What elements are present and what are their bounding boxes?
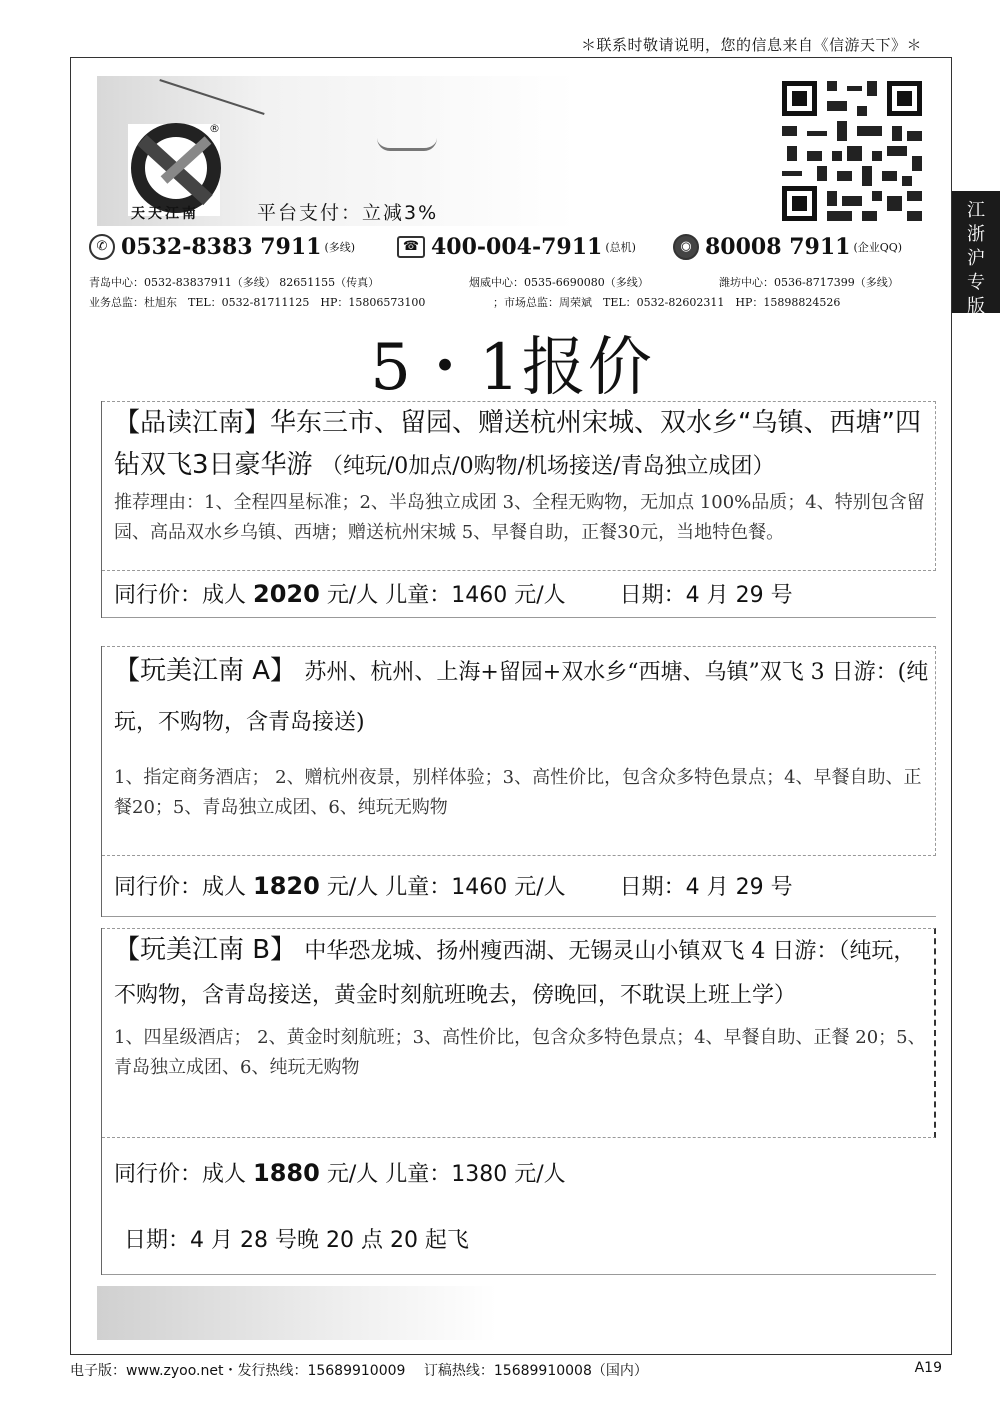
side-tab-char: 版 — [967, 296, 985, 317]
tour-title-main: 【玩美江南 A】 — [114, 656, 297, 686]
price-label: 同行价：成人 — [114, 875, 247, 900]
price-unit: 元/人 — [326, 875, 379, 900]
adult-price: 2020 — [253, 580, 320, 608]
footer-contact: 电子版：www.zyoo.net・发行热线：15689910009 订稿热线：15689910008（国内） — [70, 1363, 648, 1379]
boat-art — [377, 138, 437, 151]
tour-title — [114, 402, 935, 488]
globe-icon: ◉ — [673, 234, 699, 260]
contact-note: (企业QQ) — [853, 241, 903, 254]
side-tab — [952, 191, 1000, 317]
manager-market: ；市场总监：周荣斌 TEL：0532-82602311 HP：15898824526 — [493, 296, 841, 309]
contact-bar — [89, 234, 939, 266]
tour-info — [102, 928, 936, 1138]
page-number: A19 — [914, 1360, 942, 1376]
manager-business: 业务总监：杜旭东 TEL：0532-81711125 HP：15806573100 — [89, 296, 426, 309]
tour-date-row — [102, 1208, 936, 1275]
adult-price: 1820 — [253, 872, 320, 900]
tour-title-main: 【品读江南】华东三市、留园、赠送杭州宋城、双水乡“乌镇、西塘”四钻双飞3日豪华游 — [114, 408, 921, 480]
tour-reason: 1、指定商务酒店； 2、赠杭州夜景，别样体验；3、高性价比，包含众多特色景点；4、早餐自助、正餐20；5、青岛独立成团、6、纯玩无购物 — [114, 767, 922, 818]
child-price: 儿童：1460 元/人 — [385, 583, 566, 608]
tour-info — [102, 646, 936, 856]
plum-branch-art — [159, 79, 264, 115]
qr-code-icon — [777, 76, 927, 226]
tour-title-main: 【玩美江南 B】 — [114, 935, 297, 965]
tour-date: 日期：4 月 29 号 — [619, 875, 793, 900]
adult-price: 1880 — [253, 1159, 320, 1187]
tour-title — [114, 929, 934, 1017]
side-tab-char: 浙 — [967, 224, 985, 245]
tour-card — [101, 646, 936, 917]
phone-icon: ✆ — [89, 234, 115, 260]
tour-card — [101, 401, 936, 618]
tour-title-sub: 中华恐龙城、扬州瘦西湖、无锡灵山小镇双飞 4 日游：（纯玩，不购物，含青岛接送，黄金时刻航班晚去，傍晚回，不耽误上班上学） — [114, 939, 916, 1008]
page-frame — [70, 57, 952, 1355]
side-tab-char: 专 — [967, 272, 985, 293]
top-note: ＊联系时敬请说明，您的信息来自《信游天下》＊ — [580, 36, 922, 54]
contact-number: 400-004-7911 — [431, 234, 603, 260]
bottom-landscape-art — [97, 1286, 497, 1340]
footer — [70, 1360, 952, 1380]
price-label: 同行价：成人 — [114, 583, 247, 608]
tour-reason: 推荐理由：1、全程四星标准；2、半岛独立成团 3、全程无购物，无加点 100%品质；4、特别包含留园、高品双水乡乌镇、西塘；赠送杭州宋城 5、早餐自助，正餐30元，当地特色餐。 — [114, 492, 925, 543]
contact-number: 80008 7911 — [705, 234, 851, 260]
tour-price — [102, 571, 936, 618]
tour-info — [102, 401, 936, 571]
contact-hotline — [397, 234, 636, 260]
child-price: 儿童：1460 元/人 — [385, 875, 566, 900]
contact-qq — [673, 234, 902, 260]
page-title: 5・1报价 — [370, 331, 654, 405]
tour-price — [102, 1138, 936, 1208]
tour-date: 日期：4 月 28 号晚 20 点 20 起飞 — [124, 1228, 469, 1253]
center-yantai: 烟威中心：0535-6690080（多线） — [469, 276, 649, 289]
price-label: 同行价：成人 — [114, 1162, 247, 1187]
pay-note: 平台支付：立减3% — [257, 202, 439, 224]
registered-mark: ® — [209, 122, 220, 135]
tour-price — [102, 856, 936, 917]
child-price: 儿童：1380 元/人 — [385, 1162, 566, 1187]
price-unit: 元/人 — [326, 583, 379, 608]
tour-title-sub: 苏州、杭州、上海+留园+双水乡“西塘、乌镇”双飞 3 日游：(纯玩，不购物，含青岛接送) — [114, 660, 929, 735]
contact-number: 0532-8383 7911 — [121, 234, 322, 260]
price-unit: 元/人 — [326, 1162, 379, 1187]
tour-title-sub: （纯玩/0加点/0购物/机场接送/青岛独立成团） — [320, 454, 775, 479]
fax-icon: ☎ — [397, 236, 425, 258]
contact-note: (总机) — [605, 241, 636, 254]
tour-reason: 1、四星级酒店； 2、黄金时刻航班；3、高性价比，包含众多特色景点；4、早餐自助、正餐 20；5、青岛独立成团、6、纯玩无购物 — [114, 1027, 926, 1078]
contact-note: (多线) — [324, 241, 356, 254]
tour-date: 日期：4 月 29 号 — [619, 583, 793, 608]
contact-phone — [89, 234, 355, 260]
tour-card — [101, 928, 936, 1275]
center-weifang: 潍坊中心：0536-8717399（多线） — [719, 276, 899, 289]
side-tab-char: 江 — [967, 200, 985, 221]
center-qingdao: 青岛中心：0532-83837911（多线） 82651155（传真） — [89, 276, 380, 289]
logo-name: 天天江南 — [131, 206, 199, 222]
side-tab-char: 沪 — [967, 248, 985, 269]
tour-title — [114, 647, 935, 747]
